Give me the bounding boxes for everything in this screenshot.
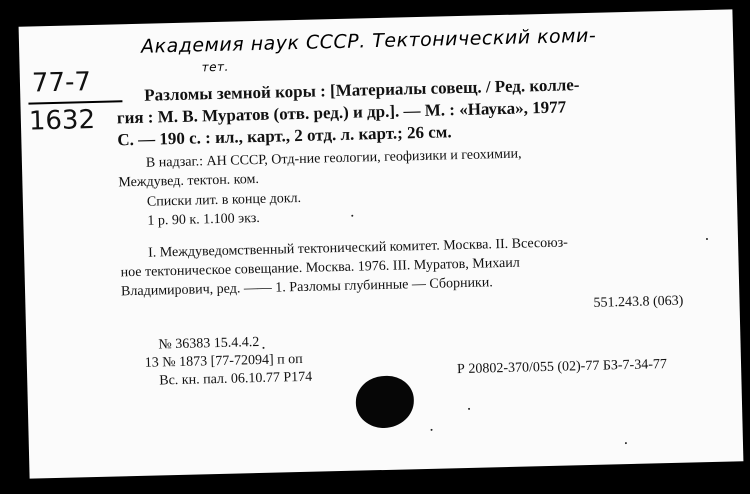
paper-specks — [19, 9, 733, 26]
call-number-bottom: 1632 — [28, 104, 96, 137]
ink-blot — [355, 375, 414, 428]
register-line-1: № 36383 15.4.4.2 — [158, 335, 260, 353]
entry-title-line-1: Разломы земной коры : [Материалы совещ. / Ред. колле- — [144, 75, 580, 105]
entry-note-bibliography: Списки лит. в конце докл. — [146, 190, 302, 210]
catalog-card — [19, 9, 744, 478]
register-line-3: Вс. кн. пал. 06.10.77 P174 — [159, 369, 313, 389]
handwritten-organization-continued: тет. — [201, 59, 229, 75]
card-code: Р 20802-370/055 (02)-77 БЗ-7-34-77 — [456, 357, 668, 378]
handwritten-organization: Академия наук СССР. Тектонический коми- — [140, 24, 597, 58]
call-number-top: 77-7 — [31, 67, 92, 99]
udc-classification: 551.243.8 (063) — [593, 293, 684, 311]
entry-price-copies: 1 р. 90 к. 1.100 экз. — [147, 210, 260, 229]
tracings-line-2: ное тектоническое совещание. Москва. 1976. III. Муратов, Михаил — [120, 255, 520, 281]
entry-note-committee: Междувед. тектон. ком. — [118, 171, 260, 191]
tracings-line-3: Владимирович, ред. —— 1. Разломы глубинные — Сборники. — [120, 275, 493, 300]
tracings-line-1: I. Междуведомственный тектонический комитет. Москва. II. Всесоюз- — [147, 235, 569, 261]
call-number-divider — [28, 100, 122, 104]
entry-note-header: В надзаг.: АН СССР, Отд-ние геологии, геофизики и геохимии, — [145, 146, 522, 171]
register-line-2: 13 № 1873 [77-72094] п оп — [144, 351, 303, 371]
call-number — [28, 67, 124, 137]
entry-title-line-3: С. — 190 с. : ил., карт., 2 отд. л. карт.; 26 см. — [117, 122, 452, 150]
entry-title-line-2: гия : М. В. Муратов (отв. ред.) и др.]. — М. : «Наука», 1977 — [116, 97, 567, 128]
